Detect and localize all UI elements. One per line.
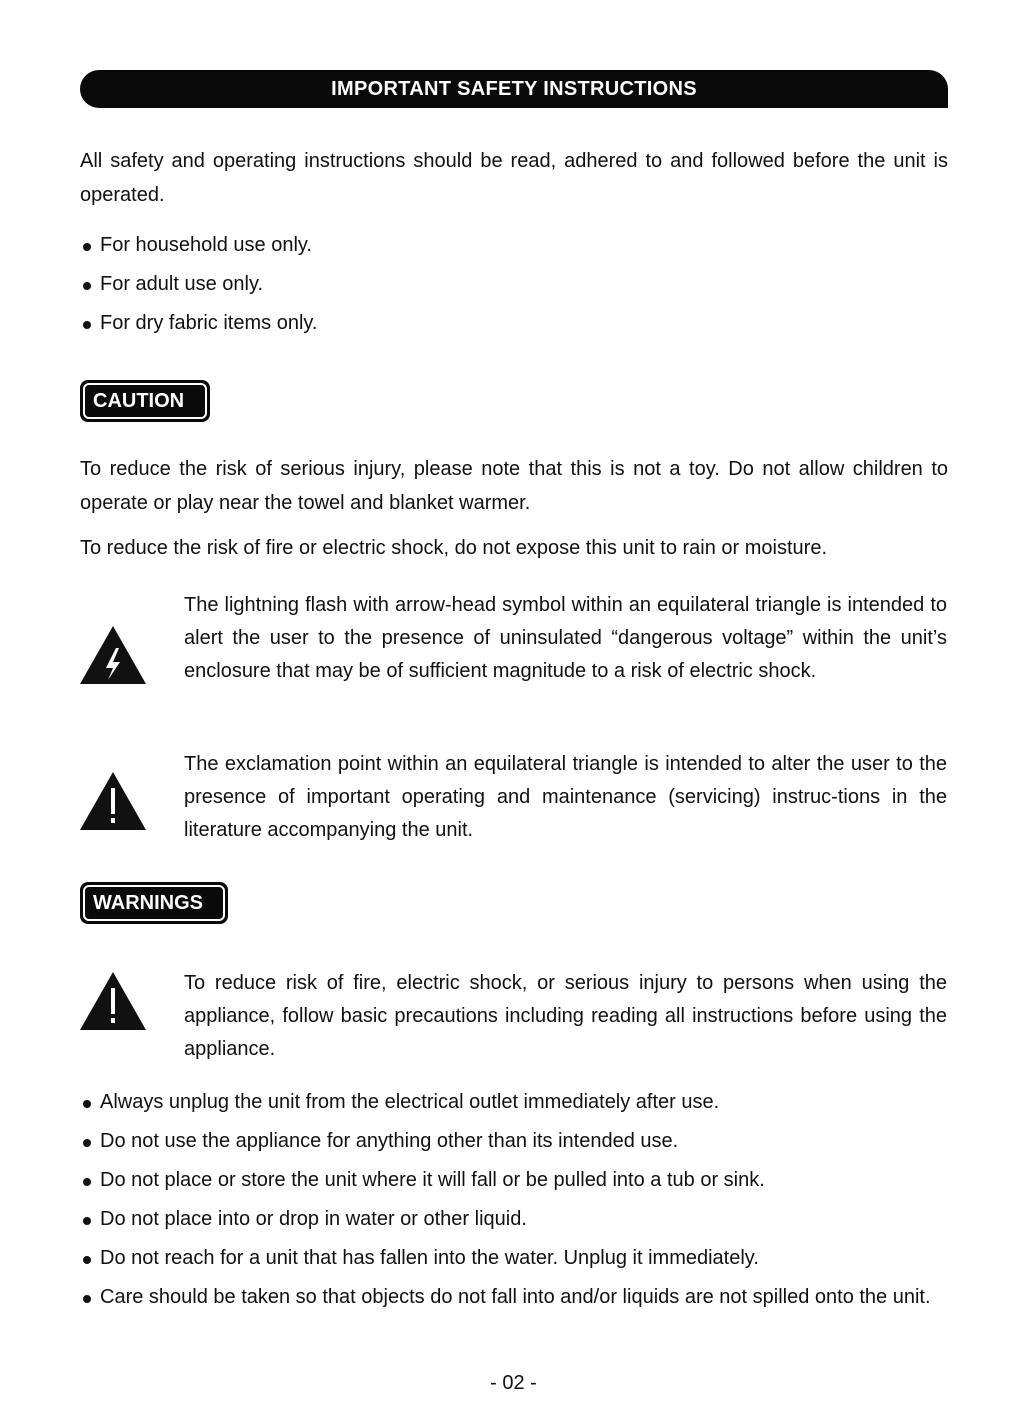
warnings-label-text: WARNINGS — [83, 885, 225, 921]
page-number: - 02 - — [490, 1372, 537, 1394]
exclamation-warning-icon — [80, 772, 146, 830]
list-item: Do not place or store the unit where it will fall or be pulled into a tub or sink. — [80, 1164, 948, 1197]
warnings-bullet-list — [80, 1086, 948, 1314]
warnings-intro-paragraph: To reduce risk of fire, electric shock, or serious injury to persons when using the appliance, follow basic precautions including reading all instructions before using the appliance. — [184, 972, 947, 1060]
caution-label-text: CAUTION — [83, 383, 207, 419]
lightning-warning-icon — [80, 626, 146, 684]
list-item: For dry fabric items only. — [80, 307, 948, 340]
caution-label — [80, 380, 210, 422]
list-item: Always unplug the unit from the electrical outlet immediately after use. — [80, 1086, 948, 1119]
list-item: For adult use only. — [80, 268, 948, 301]
warnings-label — [80, 882, 228, 924]
intro-paragraph: All safety and operating instructions should be read, adhered to and followed before the unit is operated. — [80, 150, 948, 206]
list-item: Do not use the appliance for anything other than its intended use. — [80, 1125, 948, 1158]
page-title: IMPORTANT SAFETY INSTRUCTIONS — [331, 77, 697, 100]
exclamation-warning-icon — [80, 972, 146, 1030]
list-item: Do not place into or drop in water or other liquid. — [80, 1203, 948, 1236]
exclamation-symbol-description: The exclamation point within an equilateral triangle is intended to alter the user to the presence of important operating and maintenance (servicing) instruc-tions in the literature accompanying the unit. — [184, 753, 947, 841]
usage-bullet-list — [80, 229, 948, 340]
lightning-symbol-description: The lightning flash with arrow-head symbol within an equilateral triangle is intended to alert the user to the presence of uninsulated “dangerous voltage” within the unit’s enclosure that may be of sufficient magnitude to a risk of electric shock. — [184, 594, 947, 682]
list-item: Care should be taken so that objects do not fall into and/or liquids are not spilled onto the unit. — [80, 1281, 948, 1314]
page-title-banner — [80, 70, 948, 108]
caution-paragraph-2: To reduce the risk of fire or electric shock, do not expose this unit to rain or moisture. — [80, 537, 828, 559]
list-item: For household use only. — [80, 229, 948, 262]
list-item: Do not reach for a unit that has fallen into the water. Unplug it immediately. — [80, 1242, 948, 1275]
caution-paragraph-1: To reduce the risk of serious injury, please note that this is not a toy. Do not allow children to operate or play near the towel and blanket warmer. — [80, 458, 948, 514]
